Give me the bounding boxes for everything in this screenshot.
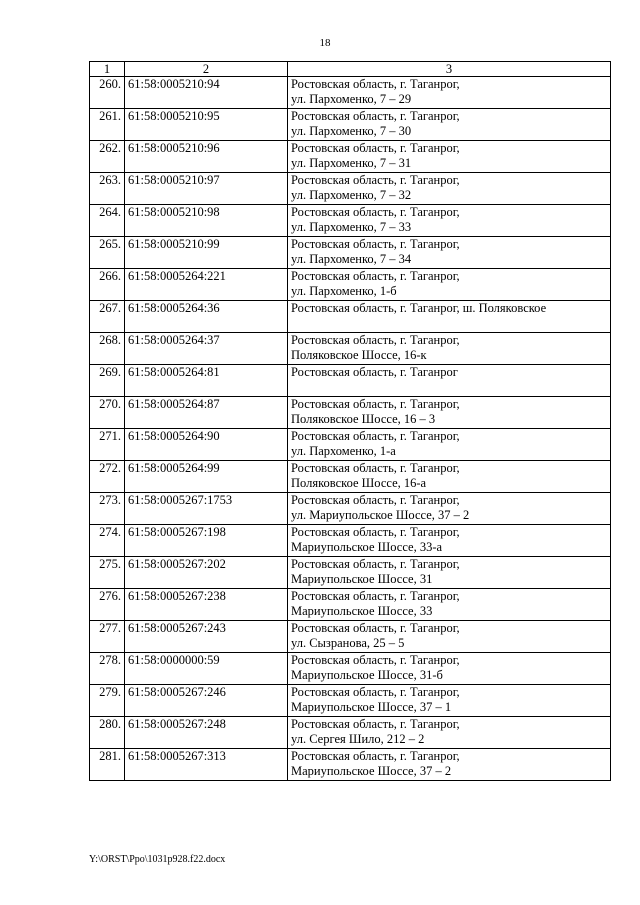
address-cell [288, 525, 611, 557]
address-cell [288, 173, 611, 205]
row-number-cell: 274. [90, 525, 125, 557]
address-line-2: ул. Пархоменко, 7 – 29 [291, 92, 412, 106]
table-row [90, 685, 611, 717]
address-cell [288, 237, 611, 269]
table-header-row [90, 62, 611, 77]
row-number-cell: 263. [90, 173, 125, 205]
page-number: 18 [319, 37, 331, 49]
row-number-cell: 269. [90, 365, 125, 397]
cadastral-number-cell: 61:58:0005264:99 [125, 461, 288, 493]
address-cell [288, 397, 611, 429]
address-line-1: Ростовская область, г. Таганрог, [291, 685, 460, 699]
column-header-1: 1 [90, 62, 125, 77]
registry-table [89, 61, 611, 781]
address-cell [288, 77, 611, 109]
address-line-1: Ростовская область, г. Таганрог, [291, 557, 460, 571]
address-line-2: ул. Мариупольское Шоссе, 37 – 2 [291, 508, 470, 522]
table-row [90, 333, 611, 365]
cadastral-number-cell: 61:58:0005264:87 [125, 397, 288, 429]
address-line-2: Мариупольское Шоссе, 31-б [291, 668, 443, 682]
table-row [90, 365, 611, 397]
cadastral-number-cell: 61:58:0005267:202 [125, 557, 288, 589]
address-line-2: Поляковское Шоссе, 16 – 3 [291, 412, 436, 426]
row-number-cell: 270. [90, 397, 125, 429]
address-line-2: ул. Пархоменко, 7 – 34 [291, 252, 412, 266]
address-cell [288, 717, 611, 749]
address-line-2: ул. Пархоменко, 7 – 30 [291, 124, 412, 138]
row-number-cell: 280. [90, 717, 125, 749]
row-number-cell: 266. [90, 269, 125, 301]
row-number-cell: 273. [90, 493, 125, 525]
table-row [90, 141, 611, 173]
cadastral-number-cell: 61:58:0005210:95 [125, 109, 288, 141]
address-line-1: Ростовская область, г. Таганрог, [291, 621, 460, 635]
row-number-cell: 281. [90, 749, 125, 781]
row-number-cell: 275. [90, 557, 125, 589]
address-line-1: Ростовская область, г. Таганрог, [291, 237, 460, 251]
address-line-2: Мариупольское Шоссе, 33 [291, 604, 433, 618]
table-row [90, 77, 611, 109]
column-header-2: 2 [125, 62, 288, 77]
address-cell [288, 621, 611, 653]
row-number-cell: 262. [90, 141, 125, 173]
address-line-2: Поляковское Шоссе, 16-а [291, 476, 427, 490]
row-number-cell: 278. [90, 653, 125, 685]
row-number-cell: 271. [90, 429, 125, 461]
table-row [90, 621, 611, 653]
cadastral-number-cell: 61:58:0000000:59 [125, 653, 288, 685]
address-line-2: ул. Пархоменко, 7 – 31 [291, 156, 412, 170]
address-line-2: ул. Пархоменко, 7 – 32 [291, 188, 412, 202]
address-line-1: Ростовская область, г. Таганрог, [291, 749, 460, 763]
row-number-cell: 277. [90, 621, 125, 653]
address-cell [288, 301, 611, 333]
address-cell [288, 749, 611, 781]
address-cell [288, 109, 611, 141]
table-row [90, 269, 611, 301]
table-row [90, 589, 611, 621]
address-cell [288, 269, 611, 301]
address-line-1: Ростовская область, г. Таганрог, [291, 493, 460, 507]
row-number-cell: 279. [90, 685, 125, 717]
table-row [90, 109, 611, 141]
address-line-1: Ростовская область, г. Таганрог, [291, 461, 460, 475]
row-number-cell: 260. [90, 77, 125, 109]
address-cell [288, 589, 611, 621]
address-line-2: ул. Сызранова, 25 – 5 [291, 636, 405, 650]
address-cell [288, 141, 611, 173]
address-cell [288, 461, 611, 493]
address-cell [288, 365, 611, 397]
address-cell [288, 653, 611, 685]
table-row [90, 397, 611, 429]
address-line-2: Мариупольское Шоссе, 37 – 1 [291, 700, 452, 714]
address-line-2: ул. Сергея Шило, 212 – 2 [291, 732, 425, 746]
cadastral-number-cell: 61:58:0005264:36 [125, 301, 288, 333]
row-number-cell: 268. [90, 333, 125, 365]
cadastral-number-cell: 61:58:0005264:221 [125, 269, 288, 301]
table-row [90, 749, 611, 781]
address-cell [288, 685, 611, 717]
address-line-1: Ростовская область, г. Таганрог, [291, 525, 460, 539]
table-row [90, 557, 611, 589]
cadastral-number-cell: 61:58:0005210:99 [125, 237, 288, 269]
address-line-1: Ростовская область, г. Таганрог [291, 365, 458, 379]
cadastral-number-cell: 61:58:0005264:81 [125, 365, 288, 397]
table-row [90, 301, 611, 333]
address-line-2: ул. Пархоменко, 1-а [291, 444, 396, 458]
address-line-2: Мариупольское Шоссе, 33-а [291, 540, 443, 554]
cadastral-number-cell: 61:58:0005267:246 [125, 685, 288, 717]
table-row [90, 429, 611, 461]
row-number-cell: 276. [90, 589, 125, 621]
address-line-2: ул. Пархоменко, 1-б [291, 284, 397, 298]
cadastral-number-cell: 61:58:0005267:313 [125, 749, 288, 781]
address-line-1: Ростовская область, г. Таганрог, [291, 717, 460, 731]
table-row [90, 173, 611, 205]
address-cell [288, 429, 611, 461]
table-row [90, 237, 611, 269]
address-line-2: Мариупольское Шоссе, 31 [291, 572, 433, 586]
address-line-1: Ростовская область, г. Таганрог, [291, 397, 460, 411]
cadastral-number-cell: 61:58:0005210:94 [125, 77, 288, 109]
address-line-2: Мариупольское Шоссе, 37 – 2 [291, 764, 452, 778]
address-line-1: Ростовская область, г. Таганрог, [291, 429, 460, 443]
cadastral-number-cell: 61:58:0005267:243 [125, 621, 288, 653]
table-row [90, 653, 611, 685]
address-line-1: Ростовская область, г. Таганрог, ш. Поляковское [291, 301, 547, 315]
address-line-1: Ростовская область, г. Таганрог, [291, 109, 460, 123]
cadastral-number-cell: 61:58:0005267:198 [125, 525, 288, 557]
table-row [90, 461, 611, 493]
row-number-cell: 265. [90, 237, 125, 269]
table-row [90, 525, 611, 557]
cadastral-number-cell: 61:58:0005267:248 [125, 717, 288, 749]
address-line-2: ул. Пархоменко, 7 – 33 [291, 220, 412, 234]
address-cell [288, 333, 611, 365]
address-line-1: Ростовская область, г. Таганрог, [291, 589, 460, 603]
address-line-2: Поляковское Шоссе, 16-к [291, 348, 427, 362]
column-header-3: 3 [288, 62, 611, 77]
footer-file-path: Y:\ORST\Ppo\1031p928.f22.docx [89, 854, 226, 865]
cadastral-number-cell: 61:58:0005267:1753 [125, 493, 288, 525]
row-number-cell: 261. [90, 109, 125, 141]
address-cell [288, 493, 611, 525]
row-number-cell: 272. [90, 461, 125, 493]
row-number-cell: 267. [90, 301, 125, 333]
address-line-1: Ростовская область, г. Таганрог, [291, 173, 460, 187]
cadastral-number-cell: 61:58:0005264:37 [125, 333, 288, 365]
address-line-1: Ростовская область, г. Таганрог, [291, 333, 460, 347]
table-row [90, 205, 611, 237]
address-cell [288, 205, 611, 237]
cadastral-number-cell: 61:58:0005210:98 [125, 205, 288, 237]
table-row [90, 717, 611, 749]
address-line-1: Ростовская область, г. Таганрог, [291, 653, 460, 667]
cadastral-number-cell: 61:58:0005267:238 [125, 589, 288, 621]
address-cell [288, 557, 611, 589]
address-line-1: Ростовская область, г. Таганрог, [291, 269, 460, 283]
address-line-1: Ростовская область, г. Таганрог, [291, 205, 460, 219]
cadastral-number-cell: 61:58:0005264:90 [125, 429, 288, 461]
cadastral-number-cell: 61:58:0005210:97 [125, 173, 288, 205]
table-body [90, 77, 611, 781]
row-number-cell: 264. [90, 205, 125, 237]
address-line-1: Ростовская область, г. Таганрог, [291, 77, 460, 91]
address-line-1: Ростовская область, г. Таганрог, [291, 141, 460, 155]
table-row [90, 493, 611, 525]
cadastral-number-cell: 61:58:0005210:96 [125, 141, 288, 173]
